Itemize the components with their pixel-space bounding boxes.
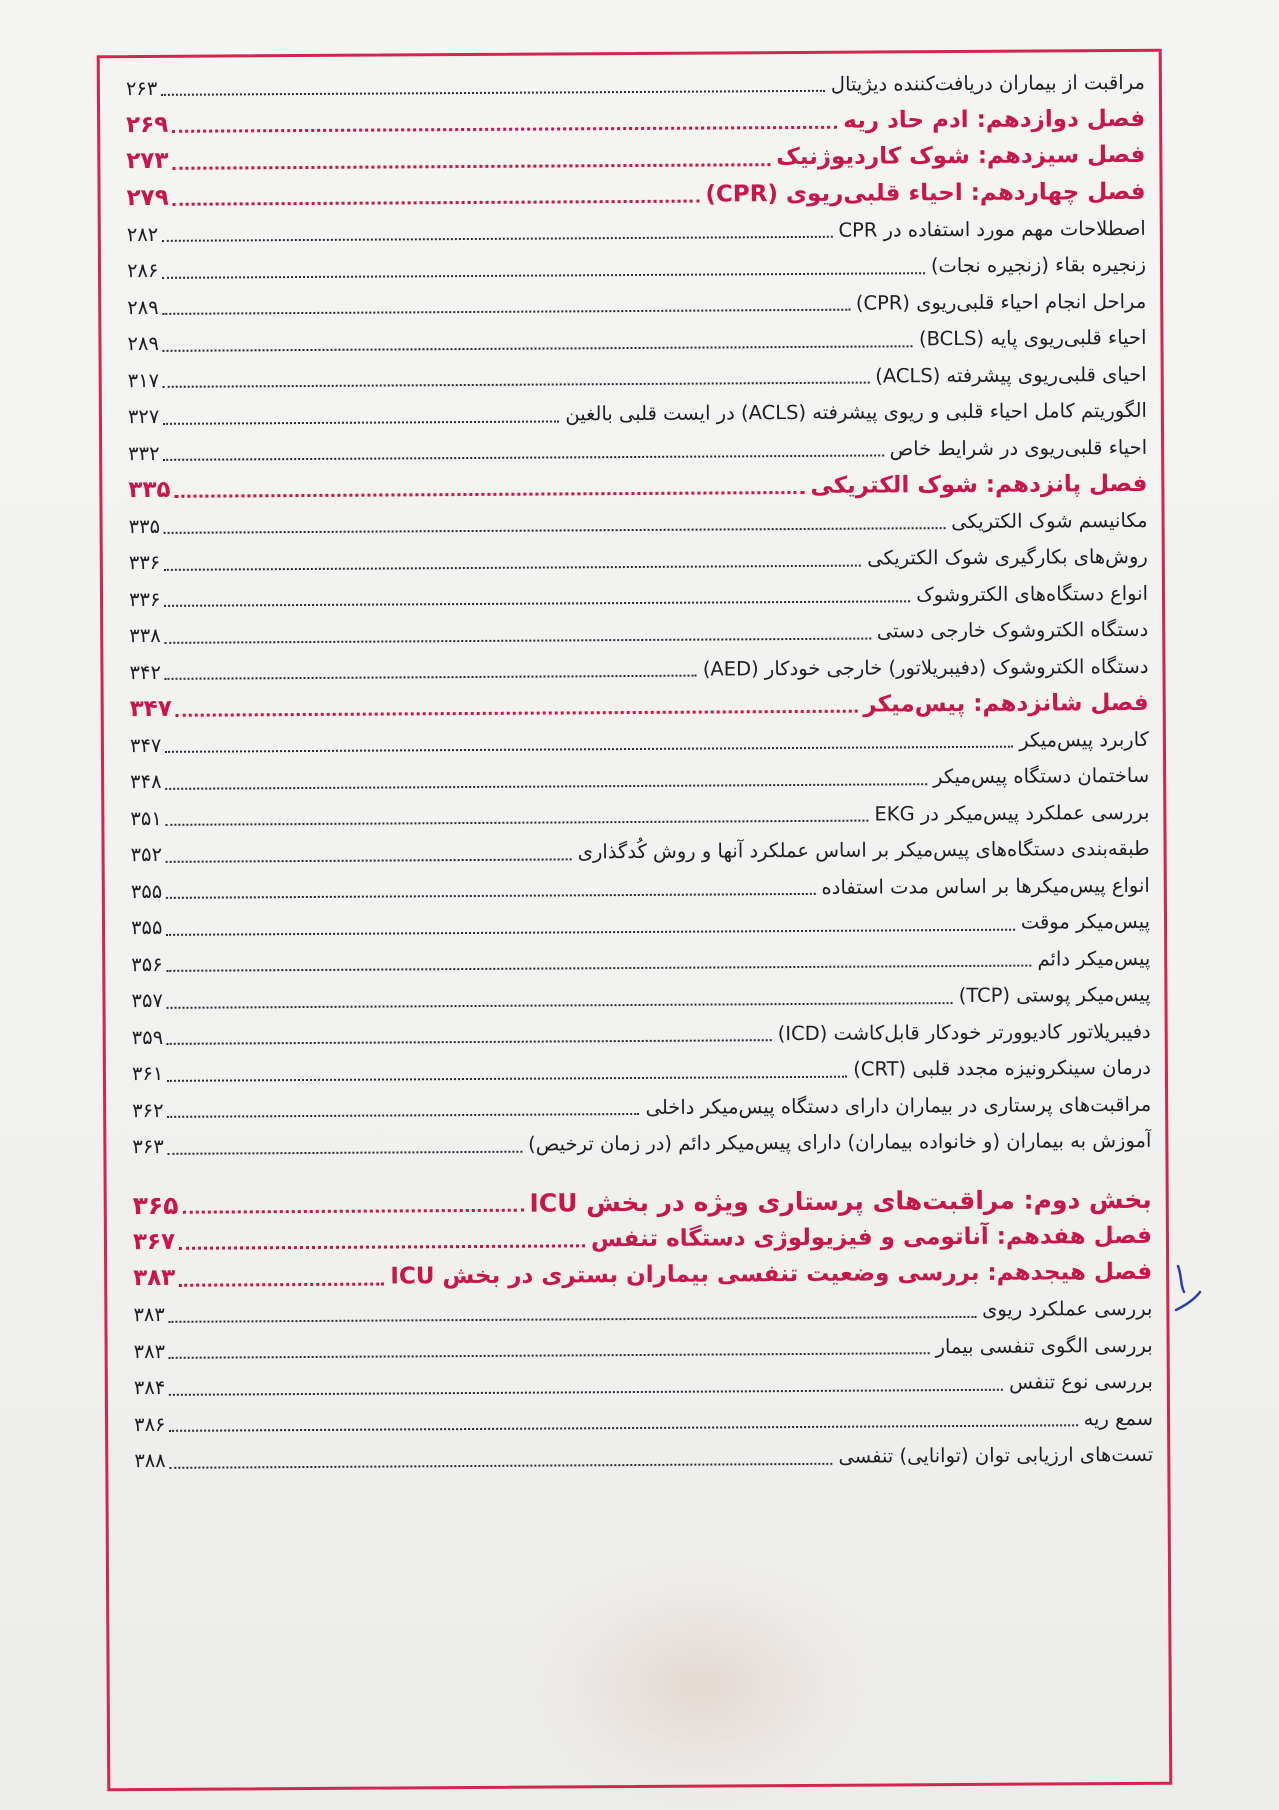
toc-entry-title: فصل شانزدهم: پیس‌میکر xyxy=(863,689,1149,718)
toc-page-number: ۳۳۸ xyxy=(129,624,161,648)
toc-entry xyxy=(134,1436,1153,1479)
toc-entry xyxy=(129,538,1148,581)
toc-entry xyxy=(127,283,1146,326)
dot-leader xyxy=(163,343,913,352)
dot-leader xyxy=(166,926,1014,935)
toc-entry xyxy=(134,1363,1153,1406)
toc-entry xyxy=(129,575,1148,618)
toc-page-number: ۳۴۷ xyxy=(129,733,162,757)
toc-entry-title: بررسی نوع تنفس xyxy=(1008,1370,1153,1394)
toc-page-number: ۳۸۸ xyxy=(134,1449,166,1473)
toc-part-heading xyxy=(133,1181,1152,1224)
toc-page-number: ۳۳۶ xyxy=(128,587,161,611)
toc-page-number: ۳۵۵ xyxy=(130,879,163,903)
toc-entry-title: فصل هیجدهم: بررسی وضعیت تنفسی بیماران بستری در بخش ICU xyxy=(390,1259,1153,1290)
toc-entry-title: زنجیره بقاء (زنجیره نجات) xyxy=(930,253,1147,278)
toc-entry xyxy=(130,757,1149,800)
dot-leader xyxy=(176,708,858,717)
dot-leader xyxy=(167,1000,953,1009)
toc-entry xyxy=(130,794,1149,837)
toc-entry xyxy=(129,648,1148,691)
toc-entry-title: سمع ریه xyxy=(1083,1406,1154,1431)
dot-leader xyxy=(165,673,697,680)
toc-entry xyxy=(131,867,1150,910)
toc-entry-title: کاربرد پیس‌میکر xyxy=(1019,727,1149,752)
toc-entry xyxy=(127,319,1146,362)
toc-entry-title: طبقه‌بندی دستگاه‌های پیس‌میکر بر اساس عملکرد آنها و روش کُدگذاری xyxy=(577,837,1150,864)
toc-entry xyxy=(128,392,1147,435)
toc-chapter-heading xyxy=(128,465,1147,508)
dot-leader xyxy=(172,124,837,133)
toc-page-number: ۲۸۶ xyxy=(126,259,159,283)
toc-page-number: ۳۶۷ xyxy=(132,1228,176,1255)
dot-leader xyxy=(170,1423,1078,1433)
dot-leader xyxy=(183,1206,524,1213)
toc-entry-title: آموزش به بیماران (و خانواده بیماران) دارای پیس‌میکر دائم (در زمان ترخیص) xyxy=(528,1129,1152,1156)
toc-entry xyxy=(127,246,1146,289)
toc-page-number: ۳۸۶ xyxy=(134,1412,166,1436)
toc-entry xyxy=(134,1327,1153,1370)
dot-leader xyxy=(166,818,869,826)
toc-entry xyxy=(126,64,1145,107)
dot-leader xyxy=(168,1111,640,1118)
toc-page-number: ۳۳۵ xyxy=(128,476,171,503)
toc-page-number: ۳۴۷ xyxy=(129,695,172,722)
dot-leader xyxy=(169,1314,976,1323)
toc-page-number: ۳۵۵ xyxy=(130,916,163,940)
toc-page-number: ۳۸۳ xyxy=(133,1303,165,1327)
toc-chapter-heading xyxy=(126,137,1145,180)
toc-page-number: ۳۸۳ xyxy=(133,1339,166,1363)
toc-entry xyxy=(132,1049,1151,1092)
dot-leader xyxy=(165,635,871,643)
toc-entry-title: مراقبت‌های پرستاری در بیماران دارای دستگاه پیس‌میکر داخلی xyxy=(645,1092,1152,1119)
toc-entry xyxy=(129,611,1148,654)
dot-leader xyxy=(167,963,1032,972)
toc-entry-title: اصطلاحات مهم مورد استفاده در CPR xyxy=(838,216,1146,242)
dot-leader xyxy=(179,1243,585,1250)
table-of-contents xyxy=(126,64,1155,1788)
dot-leader xyxy=(179,1280,384,1286)
toc-page-number: ۳۳۵ xyxy=(128,514,161,538)
toc-page-number: ۳۲۷ xyxy=(127,405,160,429)
toc-entry-title: بررسی عملکرد ریوی xyxy=(981,1297,1153,1322)
dot-leader xyxy=(163,307,850,315)
toc-chapter-heading xyxy=(133,1254,1152,1297)
toc-page-number: ۲۷۳ xyxy=(126,148,169,175)
toc-entry-title: مکانیسم شوک الکتریکی xyxy=(951,508,1148,533)
toc-page-number: ۳۵۷ xyxy=(131,989,163,1013)
dot-leader xyxy=(165,744,1013,753)
pen-mark-icon xyxy=(1172,1262,1206,1322)
toc-entry xyxy=(128,429,1147,472)
dot-leader xyxy=(164,562,861,570)
toc-entry-title: انواع دستگاه‌های الکتروشوک xyxy=(916,581,1149,607)
dot-leader xyxy=(162,270,924,279)
toc-entry-title: فصل چهاردهم: احیاء قلبی‌ریوی (CPR) xyxy=(705,178,1146,208)
toc-entry xyxy=(132,1122,1151,1165)
toc-entry-title: فصل دوازدهم: ادم حاد ریه xyxy=(843,105,1146,134)
toc-entry-title: دستگاه الکتروشوک خارجی دستی xyxy=(876,618,1149,643)
toc-entry-title: دفیبریلاتور کادیوورتر خودکار قابل‌کاشت (ICD) xyxy=(777,1019,1151,1045)
toc-page-number: ۳۵۶ xyxy=(131,952,163,976)
toc-entry xyxy=(132,1013,1151,1056)
toc-page-number: ۲۶۹ xyxy=(126,111,169,138)
toc-page-number: ۲۸۹ xyxy=(127,295,159,319)
toc-entry-title: احیاء قلبی‌ریوی پایه (BCLS) xyxy=(918,326,1147,351)
toc-entry-title: انواع پیس‌میکرها بر اساس مدت استفاده xyxy=(821,873,1150,899)
dot-leader xyxy=(173,198,700,206)
toc-chapter-heading xyxy=(126,173,1145,216)
toc-entry xyxy=(128,502,1147,545)
toc-entry xyxy=(133,1290,1152,1333)
toc-entry xyxy=(132,1086,1151,1129)
toc-page-number: ۳۶۳ xyxy=(132,1135,164,1159)
toc-entry xyxy=(134,1400,1153,1443)
toc-chapter-heading xyxy=(133,1217,1152,1260)
toc-page-number: ۲۶۳ xyxy=(125,76,158,100)
toc-entry-title: مراقبت از بیماران دریافت‌کننده دیژیتال xyxy=(830,70,1145,96)
toc-entry xyxy=(131,976,1150,1019)
toc-page-number: ۳۵۹ xyxy=(131,1025,164,1049)
dot-leader xyxy=(169,1350,930,1359)
toc-page-number: ۳۳۶ xyxy=(128,551,161,575)
dot-leader xyxy=(162,234,832,242)
toc-entry xyxy=(131,940,1150,983)
dot-leader xyxy=(163,380,869,388)
toc-entry-title: فصل هفدهم: آناتومی و فیزیولوژی دستگاه تنفس xyxy=(590,1222,1153,1253)
toc-entry xyxy=(127,210,1146,253)
toc-page-number: ۲۸۲ xyxy=(126,222,159,246)
toc-page-number: ۳۵۱ xyxy=(130,806,162,830)
dot-leader xyxy=(164,599,910,608)
toc-entry xyxy=(131,903,1150,946)
toc-entry xyxy=(128,356,1147,399)
toc-page-number: ۳۳۲ xyxy=(128,441,160,465)
toc-entry-title: دستگاه الکتروشوک (دفیبریلاتور) خارجی خودکار (AED) xyxy=(702,654,1149,681)
toc-page-number: ۳۱۷ xyxy=(127,368,160,392)
toc-entry-title: احیای قلبی‌ریوی پیشرفته (ACLS) xyxy=(875,362,1147,388)
dot-leader xyxy=(173,161,771,170)
toc-entry xyxy=(130,721,1149,764)
toc-entry-title: فصل پانزدهم: شوک الکتریکی xyxy=(810,470,1148,499)
dot-leader xyxy=(163,418,559,424)
toc-page-number: ۳۸۳ xyxy=(133,1265,176,1292)
toc-page-number: ۳۴۲ xyxy=(129,660,161,684)
dot-leader xyxy=(175,489,805,498)
dot-leader xyxy=(164,525,945,534)
dot-leader xyxy=(167,1073,847,1081)
toc-entry-title: احیاء قلبی‌ریوی در شرایط خاص xyxy=(889,435,1148,461)
toc-entry xyxy=(130,830,1149,873)
dot-leader xyxy=(166,891,815,899)
toc-entry-title: فصل سیزدهم: شوک کاردیوژنیک xyxy=(776,142,1146,171)
toc-page-number: ۲۷۹ xyxy=(126,184,169,211)
toc-entry-title: درمان سینکرونیزه مجدد قلبی (CRT) xyxy=(853,1056,1151,1081)
dot-leader xyxy=(169,1387,1003,1396)
dot-leader xyxy=(170,1461,833,1469)
dot-leader xyxy=(166,781,928,790)
toc-entry-title: بخش دوم: مراقبت‌های پرستاری ویژه در بخش ICU xyxy=(529,1184,1152,1218)
dot-leader xyxy=(161,88,825,96)
toc-page-number: ۳۸۴ xyxy=(133,1376,166,1400)
toc-chapter-heading xyxy=(126,100,1145,143)
dot-leader xyxy=(166,856,572,862)
toc-entry-title: مراحل انجام احیاء قلبی‌ریوی (CPR) xyxy=(855,289,1147,315)
dot-leader xyxy=(164,453,884,461)
toc-page-number: ۳۶۵ xyxy=(132,1190,179,1220)
toc-entry-title: بررسی عملکرد پیس‌میکر در EKG xyxy=(874,800,1150,826)
toc-entry-title: روش‌های بکارگیری شوک الکتریکی xyxy=(867,545,1148,570)
dot-leader xyxy=(168,1148,522,1154)
toc-page-number: ۳۶۱ xyxy=(131,1062,164,1086)
toc-entry-title: پیس‌میکر دائم xyxy=(1037,946,1151,971)
toc-frame xyxy=(97,49,1173,1791)
toc-page-number: ۳۵۲ xyxy=(130,843,163,867)
toc-entry-title: بررسی الگوی تنفسی بیمار xyxy=(935,1333,1153,1358)
toc-entry-title: ساختمان دستگاه پیس‌میکر xyxy=(933,764,1150,789)
toc-entry-title: تست‌های ارزیابی توان (توانایی) تنفسی xyxy=(838,1443,1154,1469)
toc-page-number: ۳۴۸ xyxy=(130,770,162,794)
toc-page-number: ۳۶۲ xyxy=(132,1098,164,1122)
dot-leader xyxy=(167,1037,772,1045)
toc-entry-title: پیس‌میکر پوستی (TCP) xyxy=(958,983,1151,1008)
toc-entry-title: پیس‌میکر موقت xyxy=(1020,910,1151,934)
toc-chapter-heading xyxy=(130,684,1149,727)
toc-entry-title: الگوریتم کامل احیاء قلبی و ریوی پیشرفته (ACLS) در ایست قلبی بالغین xyxy=(565,399,1147,426)
toc-page-number: ۲۸۹ xyxy=(127,332,159,356)
